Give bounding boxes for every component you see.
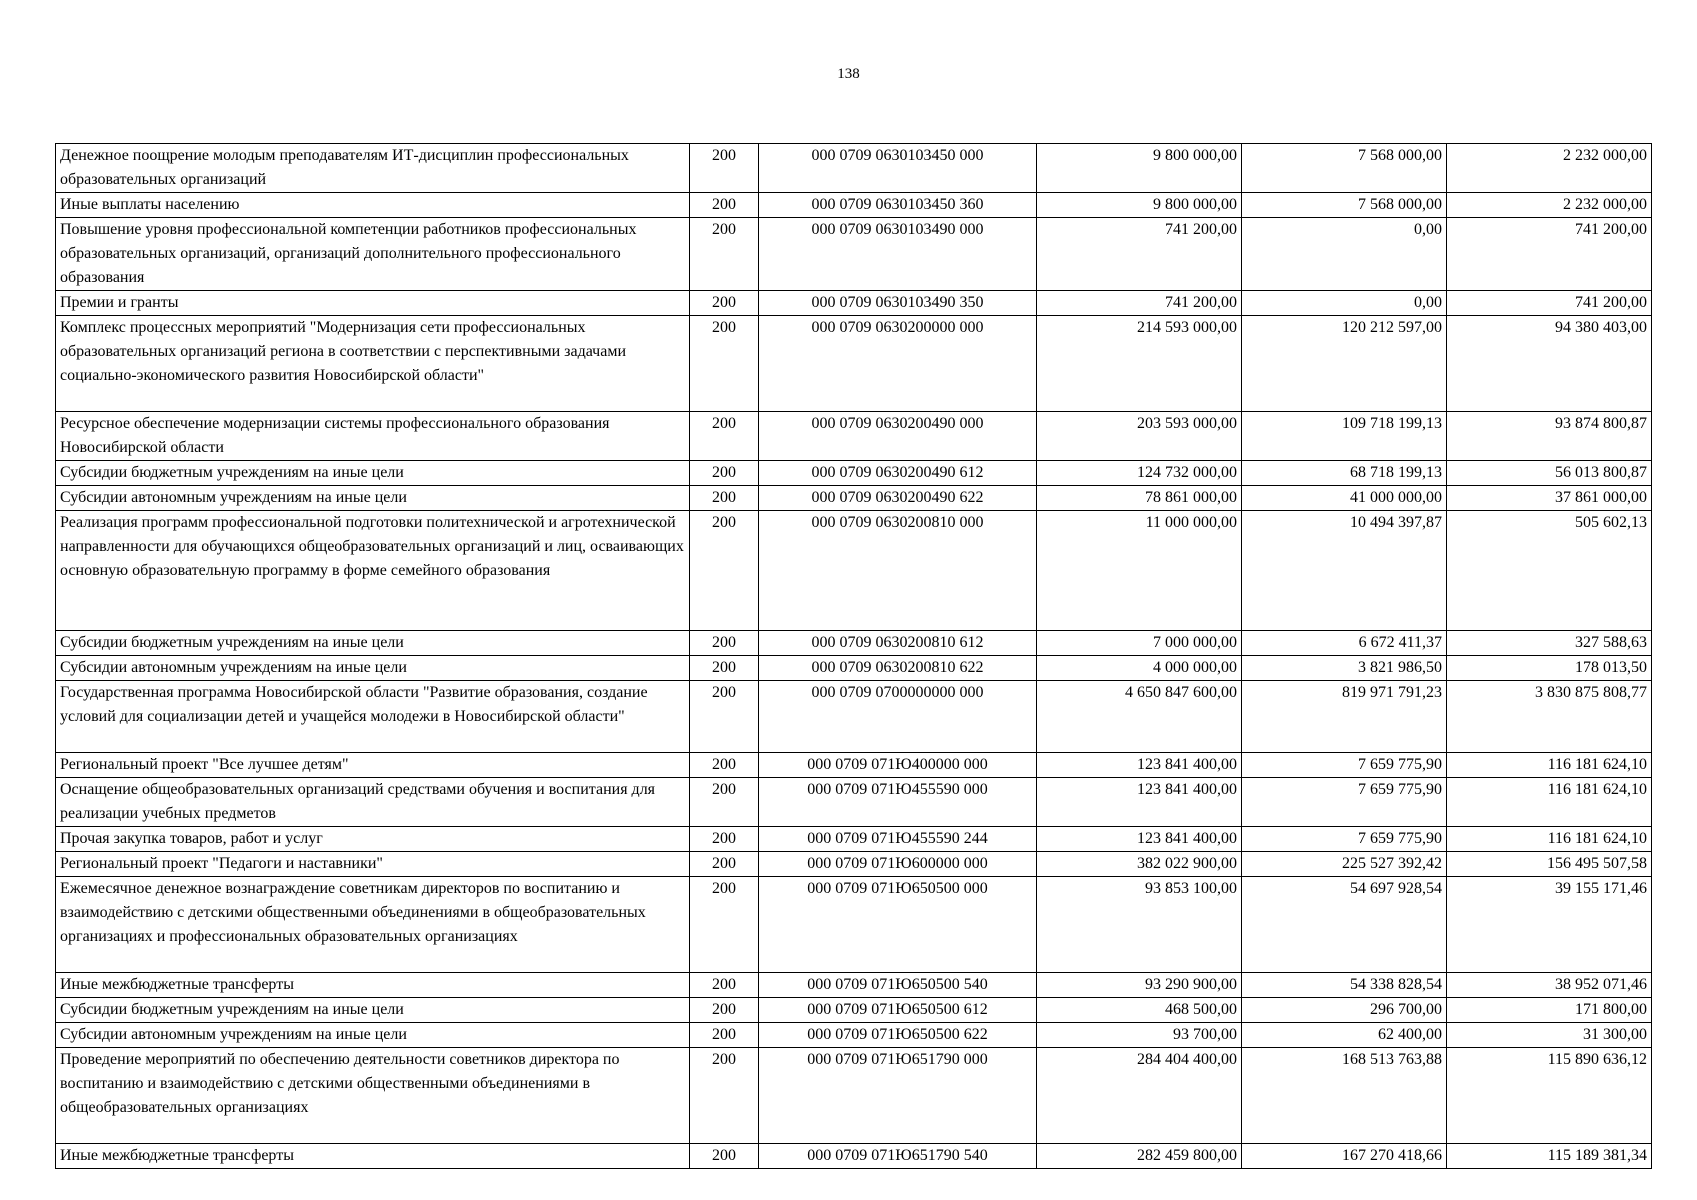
row-executed-cell: 7 568 000,00 <box>1242 144 1447 193</box>
row-classification-cell: 000 0709 071Ю650500 000 <box>759 877 1037 973</box>
row-classification-cell: 000 0709 0630200490 612 <box>759 461 1037 486</box>
row-name-cell: Ресурсное обеспечение модернизации системы профессионального образования Новосибирской области <box>56 412 690 461</box>
row-executed-cell: 6 672 411,37 <box>1242 631 1447 656</box>
row-classification-cell: 000 0709 071Ю455590 000 <box>759 778 1037 827</box>
row-code-cell: 200 <box>690 291 759 316</box>
row-code-cell: 200 <box>690 877 759 973</box>
row-remaining-cell: 327 588,63 <box>1447 631 1652 656</box>
row-name-cell: Прочая закупка товаров, работ и услуг <box>56 827 690 852</box>
row-name-cell: Иные межбюджетные трансферты <box>56 973 690 998</box>
row-code-cell: 200 <box>690 486 759 511</box>
row-classification-cell: 000 0709 0630200490 000 <box>759 412 1037 461</box>
row-remaining-cell: 2 232 000,00 <box>1447 144 1652 193</box>
row-executed-cell: 168 513 763,88 <box>1242 1048 1447 1144</box>
row-name-cell: Иные межбюджетные трансферты <box>56 1144 690 1169</box>
row-code-cell: 200 <box>690 973 759 998</box>
table-row <box>56 461 1652 486</box>
row-name-cell: Субсидии бюджетным учреждениям на иные цели <box>56 631 690 656</box>
row-approved-cell: 382 022 900,00 <box>1037 852 1242 877</box>
table-row <box>56 998 1652 1023</box>
table-row <box>56 412 1652 461</box>
table-row <box>56 511 1652 631</box>
row-name-cell: Ежемесячное денежное вознаграждение советникам директоров по воспитанию и взаимодействию с детскими общественными объединениями в общеобразовательных организациях и профессиональных образовательных организациях <box>56 877 690 973</box>
row-executed-cell: 0,00 <box>1242 218 1447 291</box>
row-executed-cell: 3 821 986,50 <box>1242 656 1447 681</box>
row-name-cell: Субсидии автономным учреждениям на иные цели <box>56 656 690 681</box>
row-approved-cell: 203 593 000,00 <box>1037 412 1242 461</box>
row-classification-cell: 000 0709 0630200810 612 <box>759 631 1037 656</box>
row-remaining-cell: 39 155 171,46 <box>1447 877 1652 973</box>
table-row <box>56 218 1652 291</box>
row-remaining-cell: 116 181 624,10 <box>1447 778 1652 827</box>
row-classification-cell: 000 0709 0630103450 000 <box>759 144 1037 193</box>
row-classification-cell: 000 0709 071Ю650500 612 <box>759 998 1037 1023</box>
table-row <box>56 753 1652 778</box>
row-code-cell: 200 <box>690 144 759 193</box>
row-executed-cell: 7 659 775,90 <box>1242 778 1447 827</box>
row-classification-cell: 000 0709 0630103490 000 <box>759 218 1037 291</box>
table-row <box>56 193 1652 218</box>
row-code-cell: 200 <box>690 412 759 461</box>
row-executed-cell: 225 527 392,42 <box>1242 852 1447 877</box>
row-remaining-cell: 56 013 800,87 <box>1447 461 1652 486</box>
row-approved-cell: 468 500,00 <box>1037 998 1242 1023</box>
row-executed-cell: 62 400,00 <box>1242 1023 1447 1048</box>
row-executed-cell: 167 270 418,66 <box>1242 1144 1447 1169</box>
row-remaining-cell: 171 800,00 <box>1447 998 1652 1023</box>
row-approved-cell: 4 000 000,00 <box>1037 656 1242 681</box>
row-executed-cell: 54 338 828,54 <box>1242 973 1447 998</box>
row-executed-cell: 54 697 928,54 <box>1242 877 1447 973</box>
row-name-cell: Субсидии бюджетным учреждениям на иные цели <box>56 461 690 486</box>
row-code-cell: 200 <box>690 218 759 291</box>
row-remaining-cell: 156 495 507,58 <box>1447 852 1652 877</box>
row-classification-cell: 000 0709 0700000000 000 <box>759 681 1037 753</box>
table-row <box>56 1048 1652 1144</box>
table-row <box>56 316 1652 412</box>
row-remaining-cell: 741 200,00 <box>1447 291 1652 316</box>
table-body <box>56 144 1652 1169</box>
row-executed-cell: 7 568 000,00 <box>1242 193 1447 218</box>
row-classification-cell: 000 0709 071Ю650500 622 <box>759 1023 1037 1048</box>
table-row <box>56 291 1652 316</box>
row-executed-cell: 296 700,00 <box>1242 998 1447 1023</box>
row-code-cell: 200 <box>690 998 759 1023</box>
row-classification-cell: 000 0709 071Ю651790 000 <box>759 1048 1037 1144</box>
row-remaining-cell: 31 300,00 <box>1447 1023 1652 1048</box>
row-classification-cell: 000 0709 071Ю651790 540 <box>759 1144 1037 1169</box>
row-approved-cell: 93 290 900,00 <box>1037 973 1242 998</box>
row-remaining-cell: 741 200,00 <box>1447 218 1652 291</box>
row-executed-cell: 120 212 597,00 <box>1242 316 1447 412</box>
row-code-cell: 200 <box>690 461 759 486</box>
row-classification-cell: 000 0709 071Ю650500 540 <box>759 973 1037 998</box>
row-name-cell: Оснащение общеобразовательных организаций средствами обучения и воспитания для реализации учебных предметов <box>56 778 690 827</box>
row-executed-cell: 7 659 775,90 <box>1242 827 1447 852</box>
row-name-cell: Реализация программ профессиональной подготовки политехнической и агротехнической направленности для обучающихся общеобразовательных организаций и лиц, осваивающих основную образовательную программу в форме семейного образования <box>56 511 690 631</box>
row-remaining-cell: 116 181 624,10 <box>1447 827 1652 852</box>
row-approved-cell: 284 404 400,00 <box>1037 1048 1242 1144</box>
row-executed-cell: 68 718 199,13 <box>1242 461 1447 486</box>
row-name-cell: Субсидии бюджетным учреждениям на иные цели <box>56 998 690 1023</box>
row-approved-cell: 214 593 000,00 <box>1037 316 1242 412</box>
table-row <box>56 681 1652 753</box>
row-name-cell: Региональный проект "Педагоги и наставники" <box>56 852 690 877</box>
row-classification-cell: 000 0709 071Ю400000 000 <box>759 753 1037 778</box>
row-remaining-cell: 94 380 403,00 <box>1447 316 1652 412</box>
row-name-cell: Премии и гранты <box>56 291 690 316</box>
table-row <box>56 1144 1652 1169</box>
row-approved-cell: 93 700,00 <box>1037 1023 1242 1048</box>
row-classification-cell: 000 0709 071Ю455590 244 <box>759 827 1037 852</box>
row-executed-cell: 109 718 199,13 <box>1242 412 1447 461</box>
row-approved-cell: 78 861 000,00 <box>1037 486 1242 511</box>
row-remaining-cell: 3 830 875 808,77 <box>1447 681 1652 753</box>
table-row <box>56 656 1652 681</box>
row-executed-cell: 10 494 397,87 <box>1242 511 1447 631</box>
row-approved-cell: 741 200,00 <box>1037 291 1242 316</box>
row-classification-cell: 000 0709 0630103490 350 <box>759 291 1037 316</box>
row-code-cell: 200 <box>690 1048 759 1144</box>
row-approved-cell: 9 800 000,00 <box>1037 144 1242 193</box>
row-name-cell: Комплекс процессных мероприятий "Модернизация сети профессиональных образовательных организаций региона в соответствии с перспективными задачами социально-экономического развития Новосибирской области" <box>56 316 690 412</box>
row-code-cell: 200 <box>690 827 759 852</box>
row-classification-cell: 000 0709 0630200000 000 <box>759 316 1037 412</box>
row-approved-cell: 7 000 000,00 <box>1037 631 1242 656</box>
row-name-cell: Субсидии автономным учреждениям на иные цели <box>56 486 690 511</box>
table-row <box>56 827 1652 852</box>
table-row <box>56 877 1652 973</box>
row-executed-cell: 7 659 775,90 <box>1242 753 1447 778</box>
row-classification-cell: 000 0709 0630103450 360 <box>759 193 1037 218</box>
row-approved-cell: 124 732 000,00 <box>1037 461 1242 486</box>
row-code-cell: 200 <box>690 1144 759 1169</box>
table-row <box>56 778 1652 827</box>
row-remaining-cell: 38 952 071,46 <box>1447 973 1652 998</box>
row-code-cell: 200 <box>690 631 759 656</box>
row-remaining-cell: 2 232 000,00 <box>1447 193 1652 218</box>
row-remaining-cell: 116 181 624,10 <box>1447 753 1652 778</box>
row-approved-cell: 11 000 000,00 <box>1037 511 1242 631</box>
row-code-cell: 200 <box>690 193 759 218</box>
row-code-cell: 200 <box>690 316 759 412</box>
row-classification-cell: 000 0709 071Ю600000 000 <box>759 852 1037 877</box>
row-code-cell: 200 <box>690 681 759 753</box>
row-code-cell: 200 <box>690 778 759 827</box>
row-remaining-cell: 178 013,50 <box>1447 656 1652 681</box>
row-remaining-cell: 37 861 000,00 <box>1447 486 1652 511</box>
table-row <box>56 486 1652 511</box>
table-row <box>56 973 1652 998</box>
row-approved-cell: 123 841 400,00 <box>1037 753 1242 778</box>
row-name-cell: Денежное поощрение молодым преподавателям ИТ-дисциплин профессиональных образовательных организаций <box>56 144 690 193</box>
row-name-cell: Региональный проект "Все лучшее детям" <box>56 753 690 778</box>
row-approved-cell: 282 459 800,00 <box>1037 1144 1242 1169</box>
row-remaining-cell: 505 602,13 <box>1447 511 1652 631</box>
row-remaining-cell: 115 189 381,34 <box>1447 1144 1652 1169</box>
row-approved-cell: 9 800 000,00 <box>1037 193 1242 218</box>
row-classification-cell: 000 0709 0630200490 622 <box>759 486 1037 511</box>
row-remaining-cell: 93 874 800,87 <box>1447 412 1652 461</box>
row-approved-cell: 93 853 100,00 <box>1037 877 1242 973</box>
budget-execution-table <box>55 143 1652 1169</box>
row-classification-cell: 000 0709 0630200810 000 <box>759 511 1037 631</box>
row-approved-cell: 4 650 847 600,00 <box>1037 681 1242 753</box>
row-code-cell: 200 <box>690 656 759 681</box>
row-executed-cell: 819 971 791,23 <box>1242 681 1447 753</box>
row-name-cell: Государственная программа Новосибирской области "Развитие образования, создание условий для социализации детей и учащейся молодежи в Новосибирской области" <box>56 681 690 753</box>
row-code-cell: 200 <box>690 1023 759 1048</box>
row-executed-cell: 41 000 000,00 <box>1242 486 1447 511</box>
table-row <box>56 631 1652 656</box>
row-name-cell: Иные выплаты населению <box>56 193 690 218</box>
row-remaining-cell: 115 890 636,12 <box>1447 1048 1652 1144</box>
table-row <box>56 852 1652 877</box>
row-approved-cell: 123 841 400,00 <box>1037 827 1242 852</box>
row-name-cell: Проведение мероприятий по обеспечению деятельности советников директора по воспитанию и взаимодействию с детскими общественными объединениями в общеобразовательных организациях <box>56 1048 690 1144</box>
row-name-cell: Повышение уровня профессиональной компетенции работников профессиональных образовательных организаций, организаций дополнительного профессионального образования <box>56 218 690 291</box>
page-number: 138 <box>837 66 860 82</box>
table-row <box>56 1023 1652 1048</box>
row-code-cell: 200 <box>690 852 759 877</box>
table-row <box>56 144 1652 193</box>
row-approved-cell: 123 841 400,00 <box>1037 778 1242 827</box>
row-approved-cell: 741 200,00 <box>1037 218 1242 291</box>
row-classification-cell: 000 0709 0630200810 622 <box>759 656 1037 681</box>
row-executed-cell: 0,00 <box>1242 291 1447 316</box>
row-code-cell: 200 <box>690 753 759 778</box>
row-name-cell: Субсидии автономным учреждениям на иные цели <box>56 1023 690 1048</box>
row-code-cell: 200 <box>690 511 759 631</box>
